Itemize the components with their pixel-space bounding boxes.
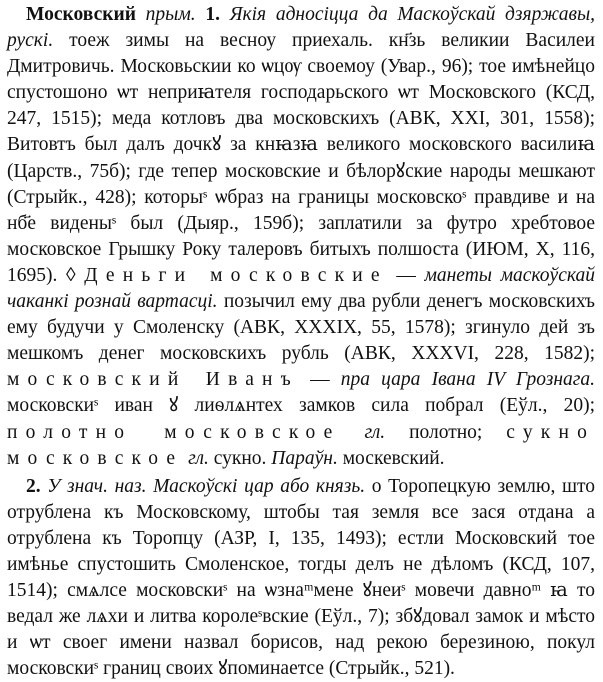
text-run (196, 4, 206, 25)
italic-run: Параўн. (271, 447, 338, 469)
text-run: о Торопецкую землю, што отрублена къ Московскому, штобы тая земля все зася отдана а отрублена къ Торопцу (АЗР, I, 135, 1493); естли Московский тое имѣнье спустошить Смоленское, тогды делъ не дѣломъ (КСД, 107, 1514); смѧлсе московскиˢ на ѡзнаᵐмене ꙋнеиˢ мовечи давноᵐ ꙗ то ведал же лѧхи и литва королеˢвские (Еўл., 7); збꙋдовал замок и мѣсто и ѡт своег имени назвал борисов, над рекою березиною, покул московскиˢ границ своих ꙋпоминаетсе (Стрыйк., 521). (7, 475, 596, 680)
text-run: полотно; (385, 421, 507, 443)
text-run: московскиˢ иван ꙋ лиѳлѧнтех замков сила побрал (Еўл., 20); (7, 395, 595, 417)
italic-run: У знач. наз. Маскоўскі цар або князь. (47, 475, 366, 497)
text-run (136, 4, 146, 25)
text-run: позычил ему два рубли денегъ московскихъ ему будучи у Смоленску (АВК, XXXIX, 55, 1578); згинуло дей зъ мешкомъ денег московскихъ рубль (АВК, XXXVI, 228, 1582); (7, 291, 595, 365)
text-run: тоеж зимы на весноу приехаль. кн҃зь великии Василеи Дмитровичь. Московьскии ко ѡцѹ своемоу (Увар., 96); тое имѣнейцо спустошоно ѡт неприꙗтеля господарьского ѡт Московского (КСД, 247, 1515); меда котловъ два московскихъ (АВК, XXI, 301, 1558); Витовтъ был далъ дочкꙋ за кнꙗзꙗ великого московского василиꙗ (Царств., 75б); где тепер московские и бѣлорꙋские народы мешкают (Стрыйк., 428); которыˢ ѡбраз на границы московскоˢ правдиве и на нб҃е виденыˢ был (Дыяр., 159б); заплатили за футро хребтовое московское Грышку Року талеровъ битыхъ полшоста (ИЮМ, X, 116, 1695). ◊ (7, 30, 595, 286)
sense-2-paragraph (7, 474, 595, 682)
bold-run: 2. (26, 475, 41, 497)
text-run: — (387, 264, 425, 286)
italic-run: Якія адносіцца да Маскоўскай дзяржавы, рускі. (7, 4, 596, 52)
text-run (220, 4, 230, 25)
sense-1-paragraph (7, 2, 595, 472)
italic-run: гл. (364, 421, 386, 443)
text-run: москевский. (337, 447, 445, 469)
text-run: — (298, 369, 341, 391)
italic-run: манеты маскоўскай чаканкі рознай вартасці. (7, 264, 596, 313)
text-run: сукно. (208, 447, 272, 469)
spaced-run: московский Иванъ (7, 369, 299, 391)
bold-run: Московский (26, 4, 136, 25)
text-run (341, 422, 365, 443)
spaced-run: Деньги московские (84, 264, 388, 286)
italic-run: гл. (188, 447, 209, 469)
italic-run: пра цара Івана IV Грознага. (340, 369, 595, 391)
bold-run: 1. (205, 4, 220, 25)
spaced-run: полотно московское (7, 421, 341, 443)
italic-run: прым. (145, 4, 196, 25)
spaced-run: сукно московское (7, 421, 596, 469)
